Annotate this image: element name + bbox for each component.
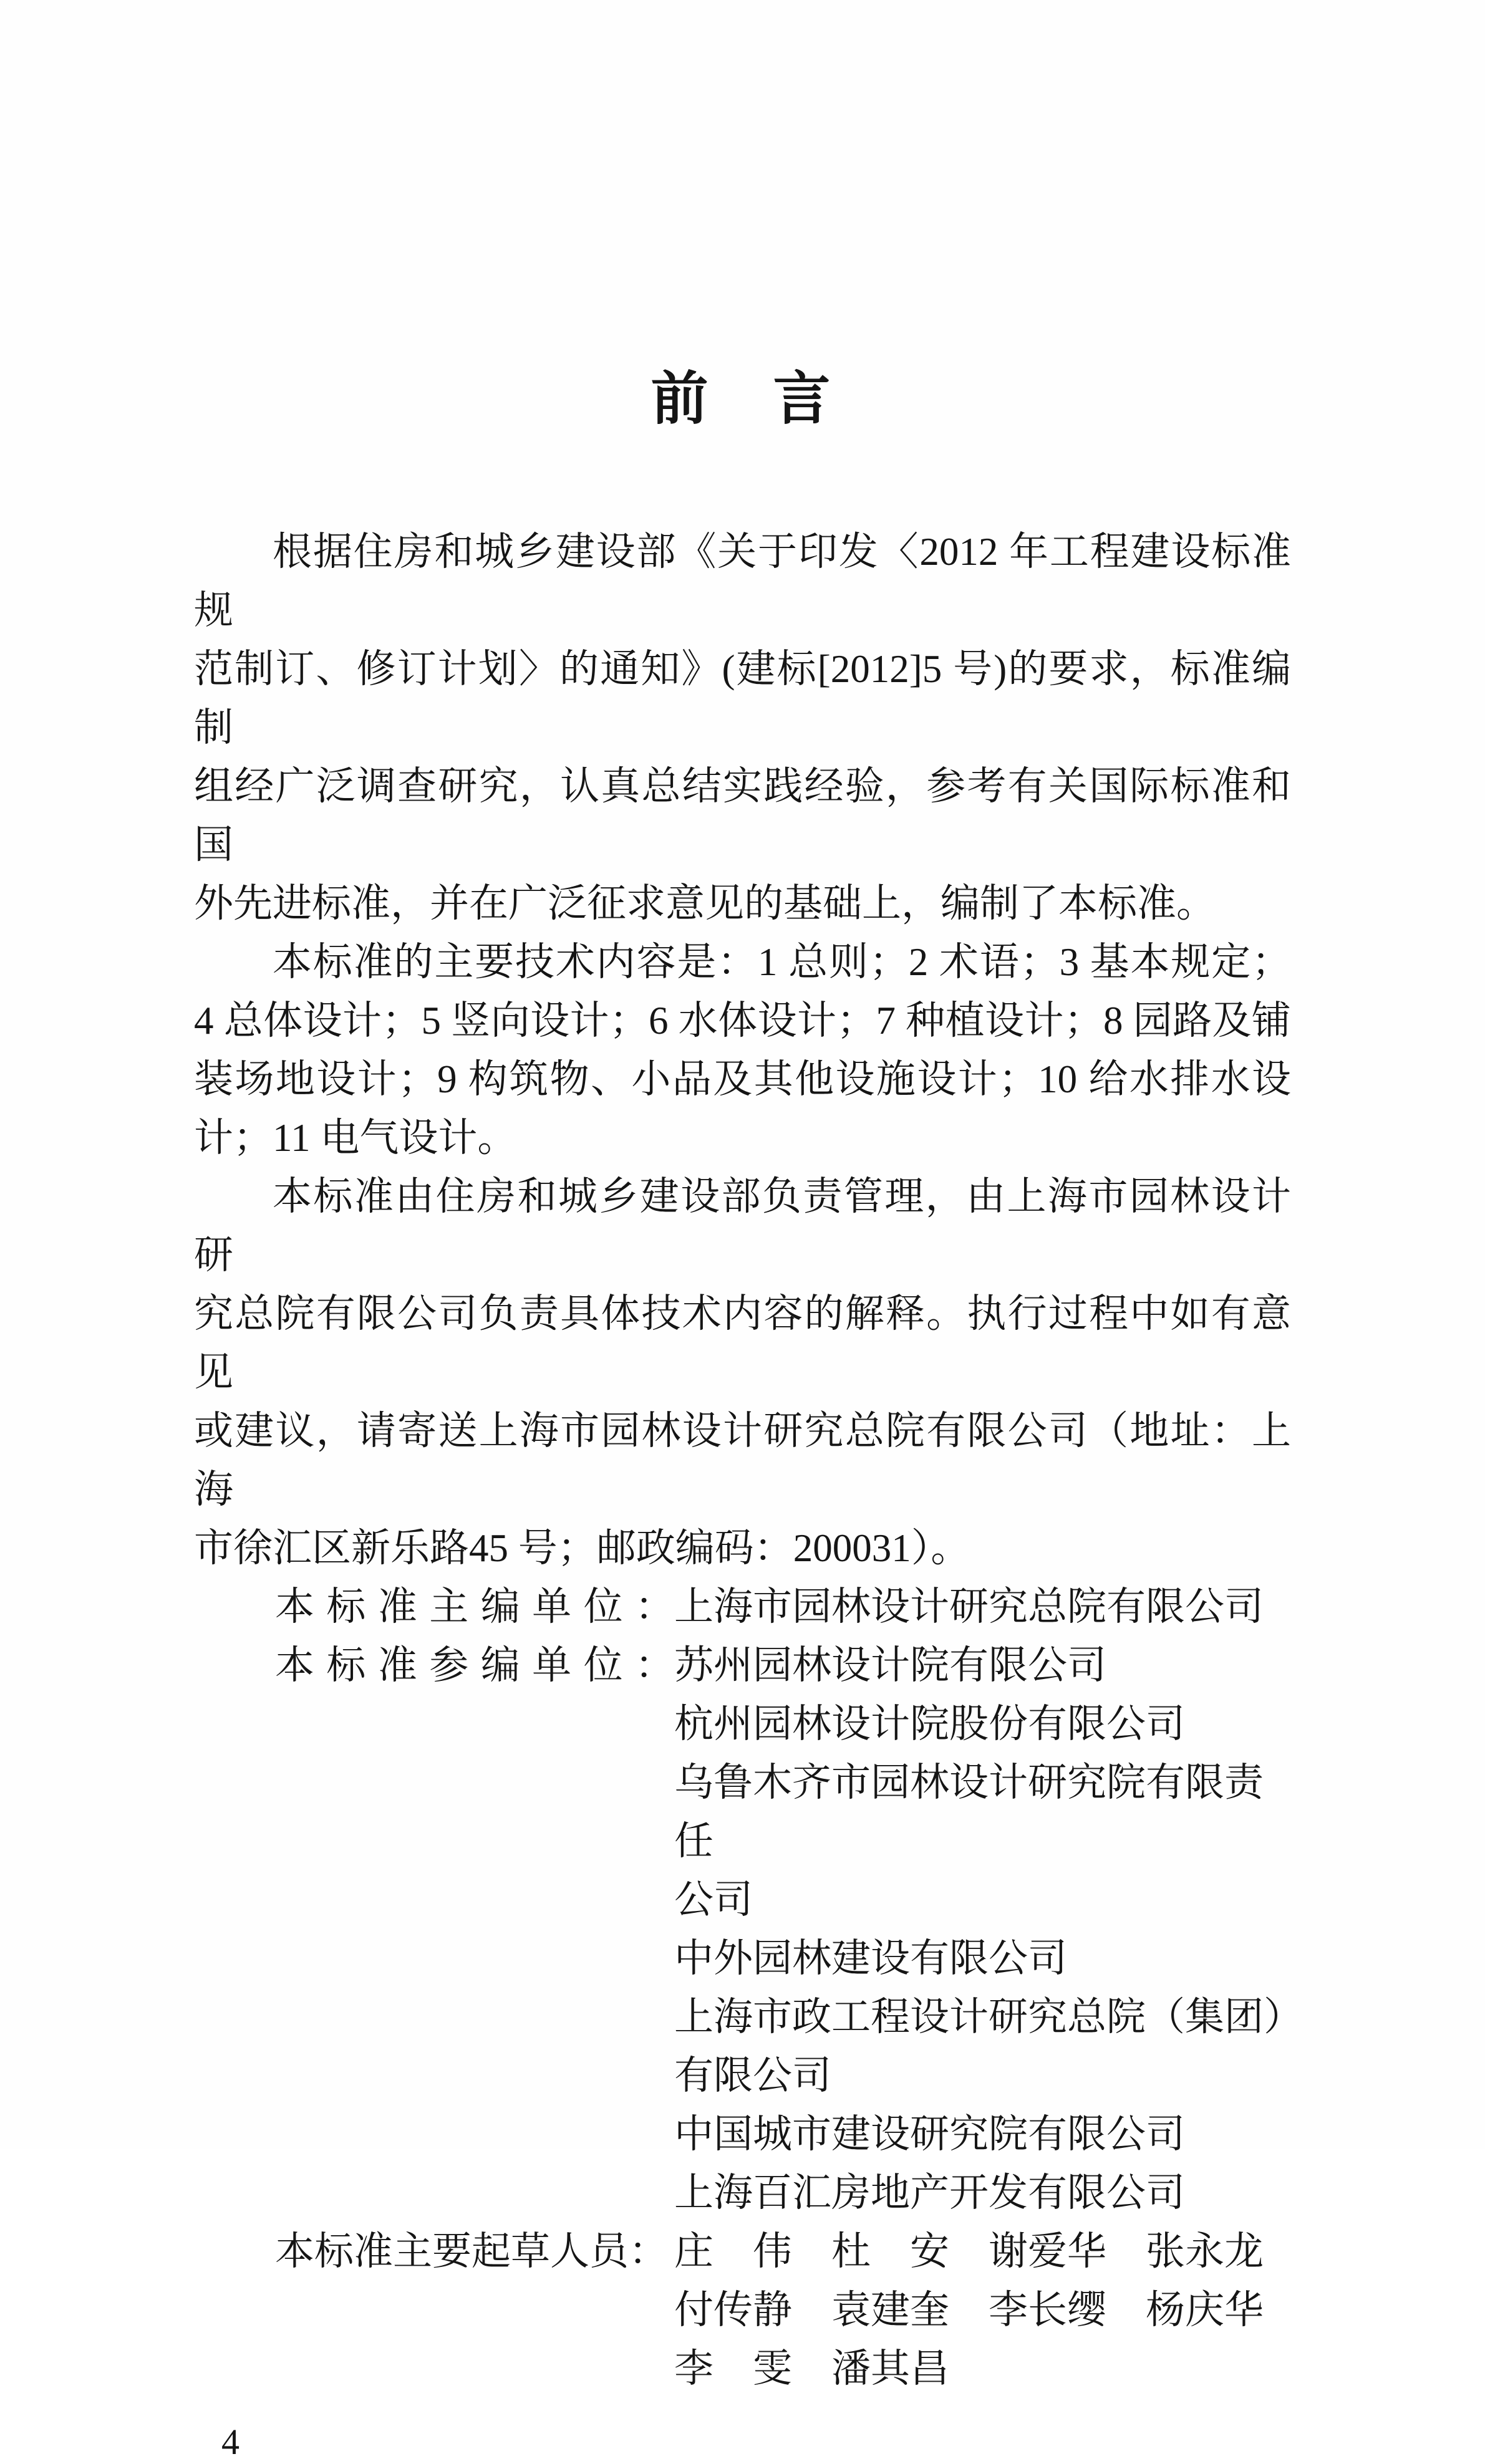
co-editor-extra: 乌鲁木齐市园林设计研究院有限责任 (674, 1761, 1264, 1863)
drafters-line (194, 2222, 1291, 2281)
page-number: 4 (221, 2422, 239, 2462)
paragraph-line: 根据住房和城乡建设部《关于印发〈2012 年工程建设标准规 (194, 530, 1291, 632)
co-editor-line (194, 1636, 1291, 1695)
paragraph-line: 本标准的主要技术内容是：1 总则；2 术语；3 基本规定； (273, 940, 1291, 984)
paragraph-line: 究总院有限公司负责具体技术内容的解释。执行过程中如有意见 (194, 1292, 1291, 1394)
paragraph-line: 组经广泛调查研究，认真总结实践经验，参考有关国际标准和国 (194, 764, 1291, 867)
paragraph-line: 外先进标准，并在广泛征求意见的基础上，编制了本标准。 (194, 882, 1216, 925)
co-editor-extra: 公司 (674, 1878, 753, 1922)
co-editor-extra: 上海市政工程设计研究总院（集团） (674, 1995, 1303, 2039)
co-editor-extra: 杭州园林设计院股份有限公司 (674, 1702, 1185, 1746)
co-editor-extra: 有限公司 (674, 2054, 831, 2097)
drafters-row: 庄 伟 杜 安 谢爱华 张永龙 (674, 2230, 1264, 2273)
paragraph-line: 装场地设计；9 构筑物、小品及其他设施设计；10 给水排水设 (194, 1057, 1291, 1101)
co-editor-extra: 上海百汇房地产开发有限公司 (674, 2171, 1185, 2215)
co-editor-label: 本标准参编单位： (275, 1643, 674, 1687)
drafters-row: 李 雯 潘其昌 (674, 2347, 949, 2390)
chief-editor-value: 上海市园林设计研究总院有限公司 (674, 1585, 1264, 1629)
co-editor-extra: 中国城市建设研究院有限公司 (674, 2112, 1185, 2156)
paragraph-line: 4 总体设计；5 竖向设计；6 水体设计；7 种植设计；8 园路及铺 (194, 999, 1291, 1042)
co-editor-value: 苏州园林设计院有限公司 (674, 1643, 1106, 1687)
drafters-row: 付传静 袁建奎 李长缨 杨庆华 (674, 2288, 1264, 2332)
chief-editor-label: 本标准主编单位： (275, 1585, 674, 1629)
chief-editor-line (194, 1577, 1291, 1636)
paragraph-line: 或建议，请寄送上海市园林设计研究总院有限公司（地址：上海 (194, 1409, 1291, 1511)
co-editor-extra: 中外园林建设有限公司 (674, 1937, 1067, 1980)
preface-content (194, 522, 1303, 2464)
paragraph-line: 范制订、修订计划〉的通知》(建标[2012]5 号)的要求，标准编制 (194, 647, 1291, 749)
drafters-label: 本标准主要起草人员： (275, 2230, 668, 2273)
preface-title: 前 言 (651, 367, 834, 431)
paragraph-line: 本标准由住房和城乡建设部负责管理，由上海市园林设计研 (194, 1175, 1291, 1277)
paragraph-line: 计；11 电气设计。 (194, 1116, 517, 1160)
paragraph-line: 市徐汇区新乐路45 号；邮政编码：200031）。 (194, 1526, 970, 1570)
